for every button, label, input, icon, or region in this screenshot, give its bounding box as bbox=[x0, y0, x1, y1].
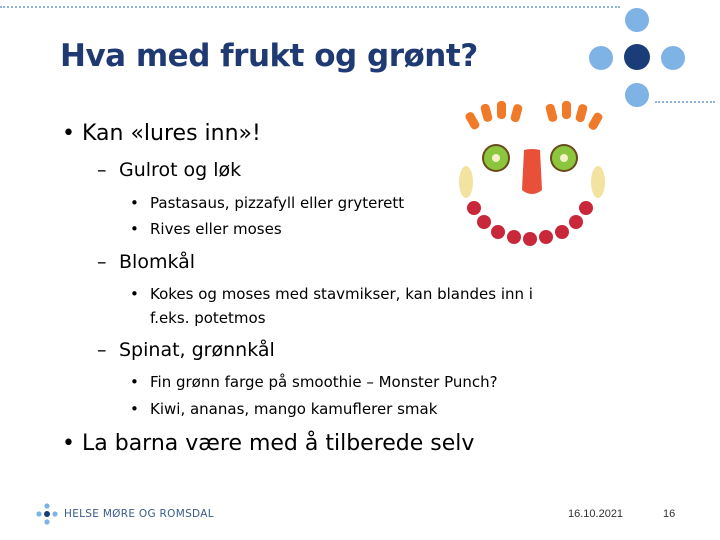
eyebrow-left bbox=[464, 101, 523, 131]
fruit-face-image bbox=[452, 90, 614, 250]
top-dotted-line bbox=[0, 6, 620, 8]
cheek-right bbox=[591, 166, 605, 198]
bullet-level1: • Kan «lures inn»! bbox=[62, 121, 261, 146]
bullet-level3: • Pastasaus, pizzafyll eller gryterett bbox=[130, 194, 405, 212]
deco-circle bbox=[625, 83, 649, 107]
bullet-level3: • Rives eller moses bbox=[130, 220, 282, 238]
bullet-level2: – Gulrot og løk bbox=[97, 159, 242, 181]
slide-title: Hva med frukt og grønt? bbox=[60, 38, 478, 74]
bullet-level2: – Blomkål bbox=[97, 251, 196, 273]
deco-circle bbox=[661, 46, 685, 70]
bullet-level3: • Fin grønn farge på smoothie – Monster Punch? bbox=[130, 373, 498, 391]
mouth bbox=[467, 201, 593, 246]
deco-circle bbox=[624, 44, 650, 70]
eye-left bbox=[482, 144, 510, 172]
cheek-left bbox=[459, 166, 473, 198]
logo-icon bbox=[36, 503, 58, 525]
deco-circle bbox=[625, 8, 649, 32]
bullet-level3: • Kokes og moses med stavmikser, kan blandes inn i bbox=[130, 285, 533, 303]
eyebrow-right bbox=[545, 101, 604, 131]
logo-text: HELSE MØRE OG ROMSDAL bbox=[64, 508, 214, 520]
eye-right bbox=[550, 144, 578, 172]
bullet-level2: – Spinat, grønnkål bbox=[97, 339, 275, 361]
footer-date: 16.10.2021 bbox=[568, 508, 624, 520]
bullet-level3: • Kiwi, ananas, mango kamuflerer smak bbox=[130, 400, 438, 418]
page-number: 16 bbox=[663, 508, 676, 520]
footer-logo bbox=[36, 503, 214, 525]
right-dotted-line bbox=[655, 101, 715, 103]
nose bbox=[522, 149, 542, 194]
deco-circle bbox=[589, 46, 613, 70]
bullet-level3-continuation: f.eks. potetmos bbox=[150, 309, 266, 327]
bullet-level1: • La barna være med å tilberede selv bbox=[62, 431, 475, 456]
